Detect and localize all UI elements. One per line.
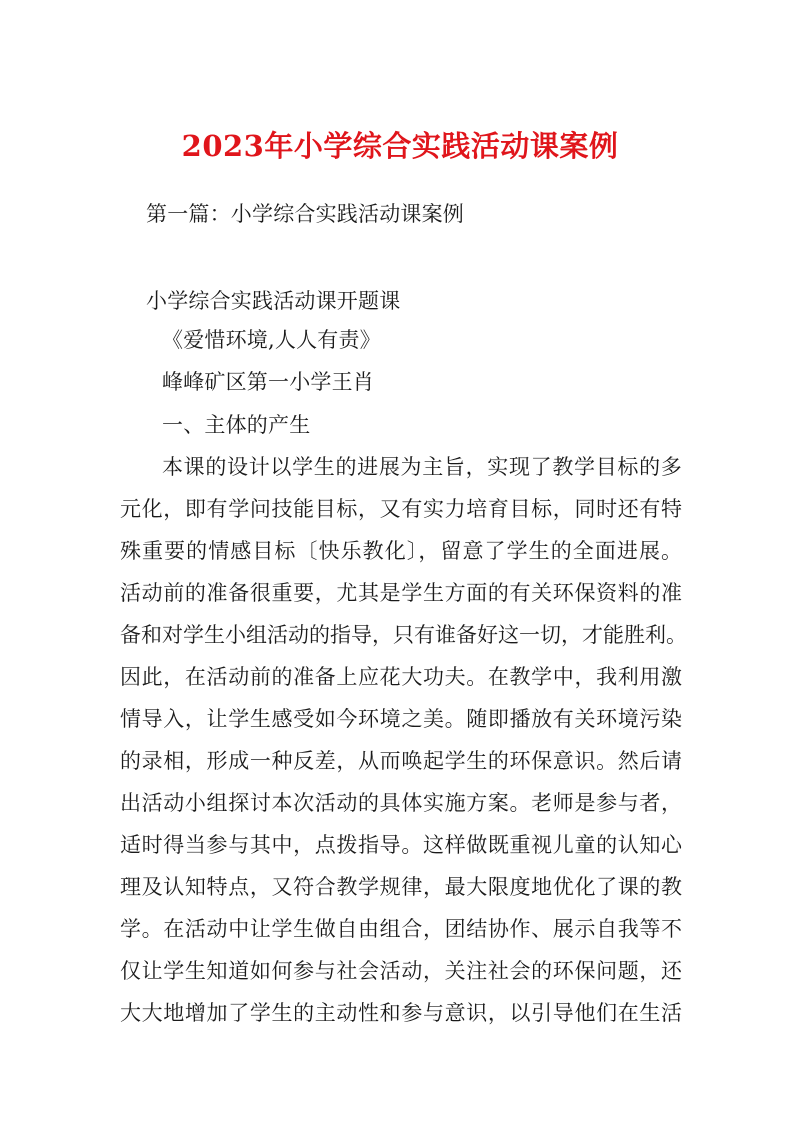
paragraph-line: 大大地增加了学生的主动性和参与意识，以引导他们在生活 — [120, 1001, 682, 1025]
paragraph-line: 仅让学生知道如何参与社会活动，关注社会的环保问题，还 — [120, 959, 682, 983]
paragraph-line: 适时得当参与其中，点拨指导。这样做既重视儿童的认知心 — [120, 833, 682, 857]
paragraph-line: 元化，即有学问技能目标，又有实力培育目标，同时还有特 — [120, 497, 682, 521]
paragraph-line: 活动前的准备很重要，尤其是学生方面的有关环保资料的准 — [120, 581, 682, 605]
paragraph-line: 备和对学生小组活动的指导，只有谁备好这一切，才能胜利。 — [120, 623, 687, 647]
paragraph-line: 殊重要的情感目标〔快乐教化〕，留意了学生的全面进展。 — [120, 539, 682, 563]
paragraph-line: 出活动小组探讨本次活动的具体实施方案。老师是参与者， — [120, 791, 682, 815]
paragraph-line: 情导入，让学生感受如今环境之美。随即播放有关环境污染 — [120, 707, 682, 731]
paragraph-line: 的录相，形成一种反差，从而唤起学生的环保意识。然后请 — [120, 749, 682, 773]
section-heading: 一、主体的产生 — [162, 413, 311, 437]
paragraph-line: 本课的设计以学生的进展为主旨，实现了教学目标的多 — [162, 455, 682, 479]
author-line: 峰峰矿区第一小学王肖 — [162, 370, 374, 394]
paragraph-line: 因此，在活动前的准备上应花大功夫。在教学中，我利用激 — [120, 665, 682, 689]
chapter-heading: 第一篇：小学综合实践活动课案例 — [146, 202, 464, 226]
document-title: 2023年小学综合实践活动课案例 — [181, 129, 619, 163]
paragraph-line: 学。在活动中让学生做自由组合，团结协作、展示自我等不 — [120, 917, 682, 941]
lesson-title: 《爱惜环境,人人有责》 — [162, 328, 381, 352]
paragraph-line: 理及认知特点，又符合教学规律，最大限度地优化了课的教 — [120, 875, 682, 899]
lesson-subtitle: 小学综合实践活动课开题课 — [146, 289, 401, 313]
